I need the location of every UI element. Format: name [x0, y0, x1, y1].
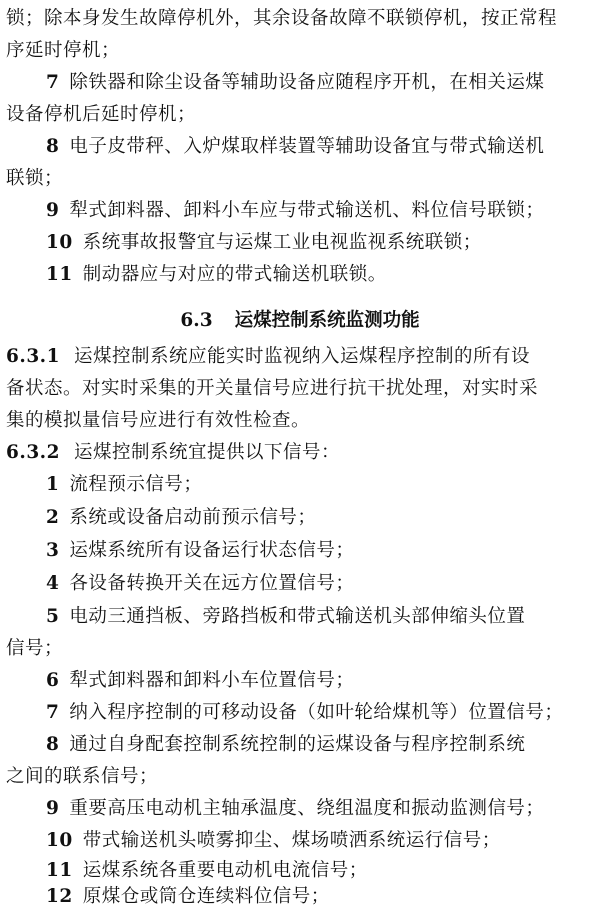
list-item-9-top	[46, 196, 600, 226]
item-number: 9	[46, 200, 60, 221]
text-line-4	[6, 100, 600, 130]
item-text: 运煤系统各重要电动机电流信号；	[82, 860, 368, 881]
list-item-7	[46, 698, 600, 728]
item-text: 带式输送机头喷雾抑尘、煤场喷洒系统运行信号；	[82, 830, 501, 851]
clause-6-3-1-line-3	[6, 406, 600, 436]
list-item-2	[46, 503, 600, 533]
list-item-8-top	[46, 132, 600, 162]
clause-number: 6.3.2	[6, 442, 60, 463]
line-text: 系统事故报警宜与运煤工业电视监视系统联锁；	[82, 232, 482, 253]
section-number: 6.3	[180, 310, 213, 331]
text-line-2	[6, 36, 600, 66]
item-number: 7	[46, 702, 60, 723]
item-number: 4	[46, 573, 60, 594]
item-number: 12	[46, 886, 73, 907]
list-item-10	[46, 826, 600, 856]
line-text: 联锁；	[6, 168, 64, 189]
clause-number: 6.3.1	[6, 346, 60, 367]
item-number: 8	[46, 136, 60, 157]
item-number: 1	[46, 474, 60, 495]
text-line-6	[6, 164, 600, 194]
section-title: 运煤控制系统监测功能	[234, 310, 420, 331]
list-item-1	[46, 470, 600, 500]
line-text: 序延时停机；	[6, 40, 121, 61]
item-text: 系统或设备启动前预示信号；	[69, 507, 317, 528]
item-text: 原煤仓或筒仓连续料位信号；	[82, 886, 330, 907]
item-text: 犁式卸料器和卸料小车位置信号；	[69, 670, 355, 691]
list-item-8-continuation	[6, 762, 600, 792]
item-number: 5	[46, 606, 60, 627]
list-item-5	[46, 602, 600, 632]
line-text: 运煤控制系统宜提供以下信号：	[74, 442, 341, 463]
section-heading	[0, 306, 600, 336]
item-text: 运煤系统所有设备运行状态信号；	[69, 540, 355, 561]
list-item-12	[46, 882, 600, 912]
item-number: 10	[46, 830, 73, 851]
text-line-1	[6, 4, 600, 34]
list-item-9	[46, 794, 600, 824]
list-item-3	[46, 536, 600, 566]
item-number: 6	[46, 670, 60, 691]
item-text: 通过自身配套控制系统控制的运煤设备与程序控制系统	[69, 734, 526, 755]
item-text: 纳入程序控制的可移动设备（如叶轮给煤机等）位置信号；	[69, 702, 564, 723]
list-item-7-top	[46, 68, 600, 98]
clause-6-3-1	[6, 342, 600, 372]
line-text: 制动器应与对应的带式输送机联锁。	[82, 264, 387, 285]
item-text: 重要高压电动机主轴承温度、绕组温度和振动监测信号；	[69, 798, 545, 819]
item-text: 各设备转换开关在远方位置信号；	[69, 573, 355, 594]
list-item-11-top	[46, 260, 600, 290]
list-item-6	[46, 666, 600, 696]
item-number: 2	[46, 507, 60, 528]
list-item-4	[46, 569, 600, 599]
line-text: 设备停机后延时停机；	[6, 104, 197, 125]
item-text: 信号；	[6, 638, 64, 659]
line-text: 锁；除本身发生故障停机外，其余设备故障不联锁停机，按正常程	[6, 8, 558, 29]
item-number: 11	[46, 860, 73, 881]
item-text: 流程预示信号；	[69, 474, 203, 495]
list-item-5-continuation	[6, 634, 600, 664]
item-number: 11	[46, 264, 73, 285]
item-number: 3	[46, 540, 60, 561]
item-number: 9	[46, 798, 60, 819]
clause-6-3-2	[6, 438, 600, 468]
line-text: 集的模拟量信号应进行有效性检查。	[6, 410, 311, 431]
item-text: 电动三通挡板、旁路挡板和带式输送机头部伸缩头位置	[69, 606, 526, 627]
line-text: 除铁器和除尘设备等辅助设备应随程序开机，在相关运煤	[69, 72, 545, 93]
line-text: 犁式卸料器、卸料小车应与带式输送机、料位信号联锁；	[69, 200, 545, 221]
item-number: 10	[46, 232, 73, 253]
line-text: 运煤控制系统应能实时监视纳入运煤程序控制的所有设	[74, 346, 531, 367]
item-number: 8	[46, 734, 60, 755]
line-text: 电子皮带秤、入炉煤取样装置等辅助设备宜与带式输送机	[69, 136, 545, 157]
clause-6-3-1-line-2	[6, 374, 600, 404]
list-item-8	[46, 730, 600, 760]
item-number: 7	[46, 72, 60, 93]
line-text: 备状态。对实时采集的开关量信号应进行抗干扰处理，对实时采	[6, 378, 539, 399]
list-item-10-top	[46, 228, 600, 258]
item-text: 之间的联系信号；	[6, 766, 159, 787]
